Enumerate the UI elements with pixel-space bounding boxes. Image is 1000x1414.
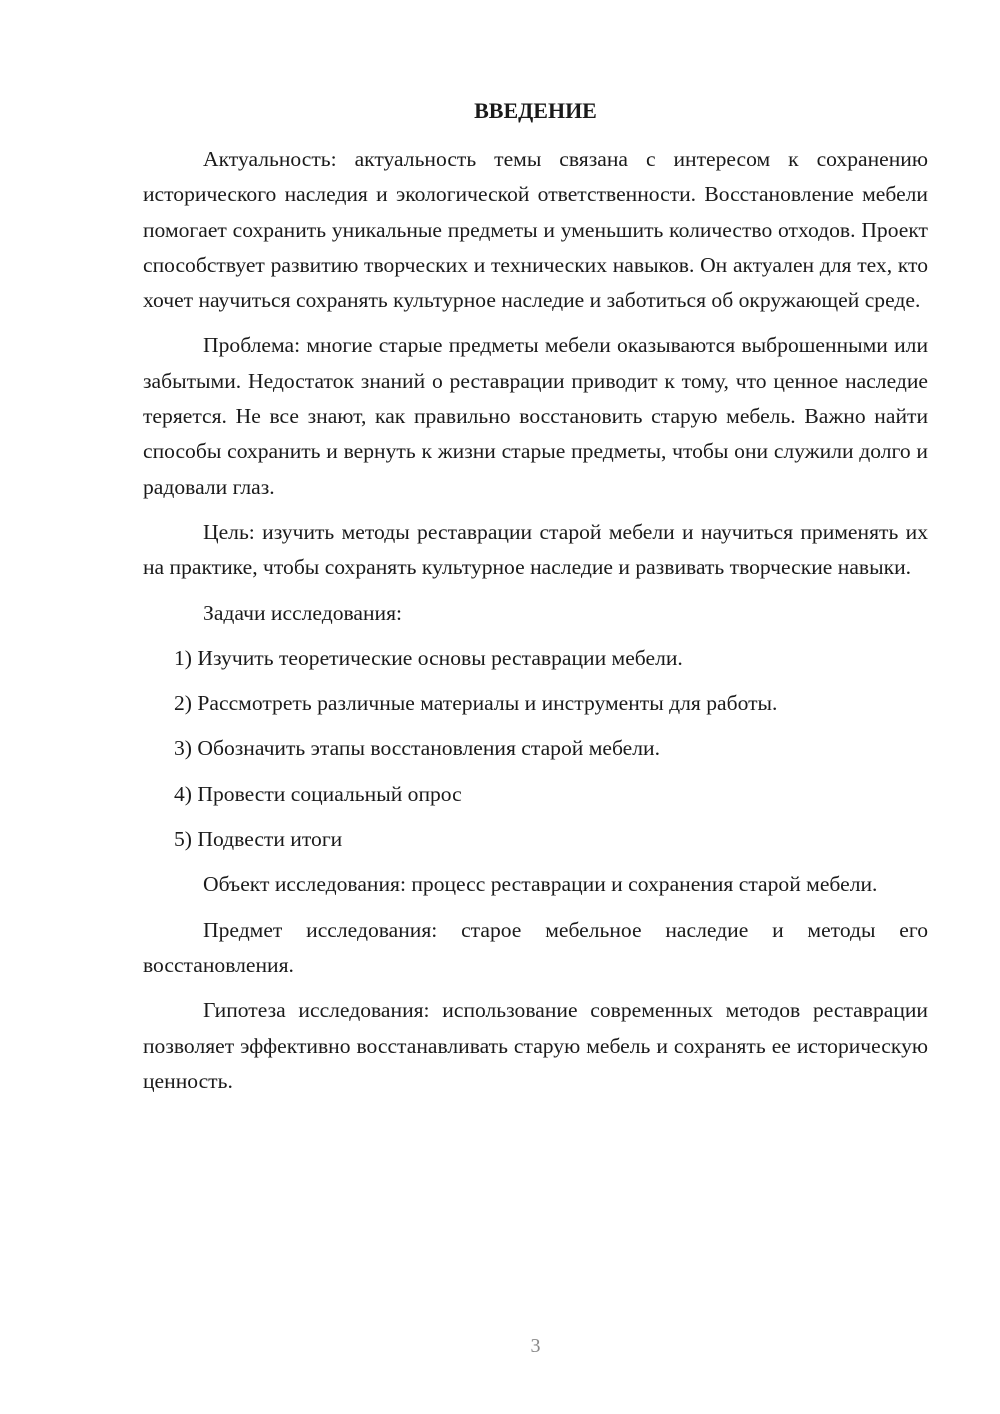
document-body: [143, 142, 928, 1109]
paragraph-problem: Проблема: многие старые предметы мебели оказываются выброшенными или забытыми. Недостаток знаний о реставрации приводит к тому, что ценное наследие теряется. Не все знают, как правильно восстановить старую мебель. Важно найти способы сохранить и вернуть к жизни старые предметы, чтобы они служили долго и радовали глаз.: [143, 333, 928, 499]
task-item: 5) Подвести итоги: [174, 827, 343, 852]
paragraph-subject: Предмет исследования: старое мебельное наследие и методы его восстановления.: [143, 917, 928, 977]
paragraph-hypothesis: Гипотеза исследования: использование современных методов реставрации позволяет эффективно восстанавливать старую мебель и сохранять ее историческую ценность.: [143, 998, 928, 1093]
document-page: [143, 0, 928, 1414]
paragraph-relevance: Актуальность: актуальность темы связана с интересом к сохранению исторического наследия и экологической ответственности. Восстановление мебели помогает сохранить уникальные предметы и уменьшить количество отходов. Проект способствует развитию творческих и технических навыков. Он актуален для тех, кто хочет научиться сохранять культурное наследие и заботиться об окружающей среде.: [143, 147, 928, 313]
task-item: 3) Обозначить этапы восстановления старой мебели.: [174, 736, 660, 761]
paragraph-goal: Цель: изучить методы реставрации старой мебели и научиться применять их на практике, чтобы сохранять культурное наследие и развивать творческие навыки.: [143, 519, 928, 580]
page-number: 3: [530, 1335, 541, 1357]
task-item: 1) Изучить теоретические основы реставрации мебели.: [174, 645, 683, 670]
paragraph-object: Объект исследования: процесс реставрации и сохранения старой мебели.: [203, 872, 878, 897]
tasks-heading: Задачи исследования:: [203, 600, 403, 625]
page-title: ВВЕДЕНИЕ: [474, 98, 597, 123]
task-item: 4) Провести социальный опрос: [174, 781, 462, 806]
task-item: 2) Рассмотреть различные материалы и инструменты для работы.: [174, 691, 778, 716]
